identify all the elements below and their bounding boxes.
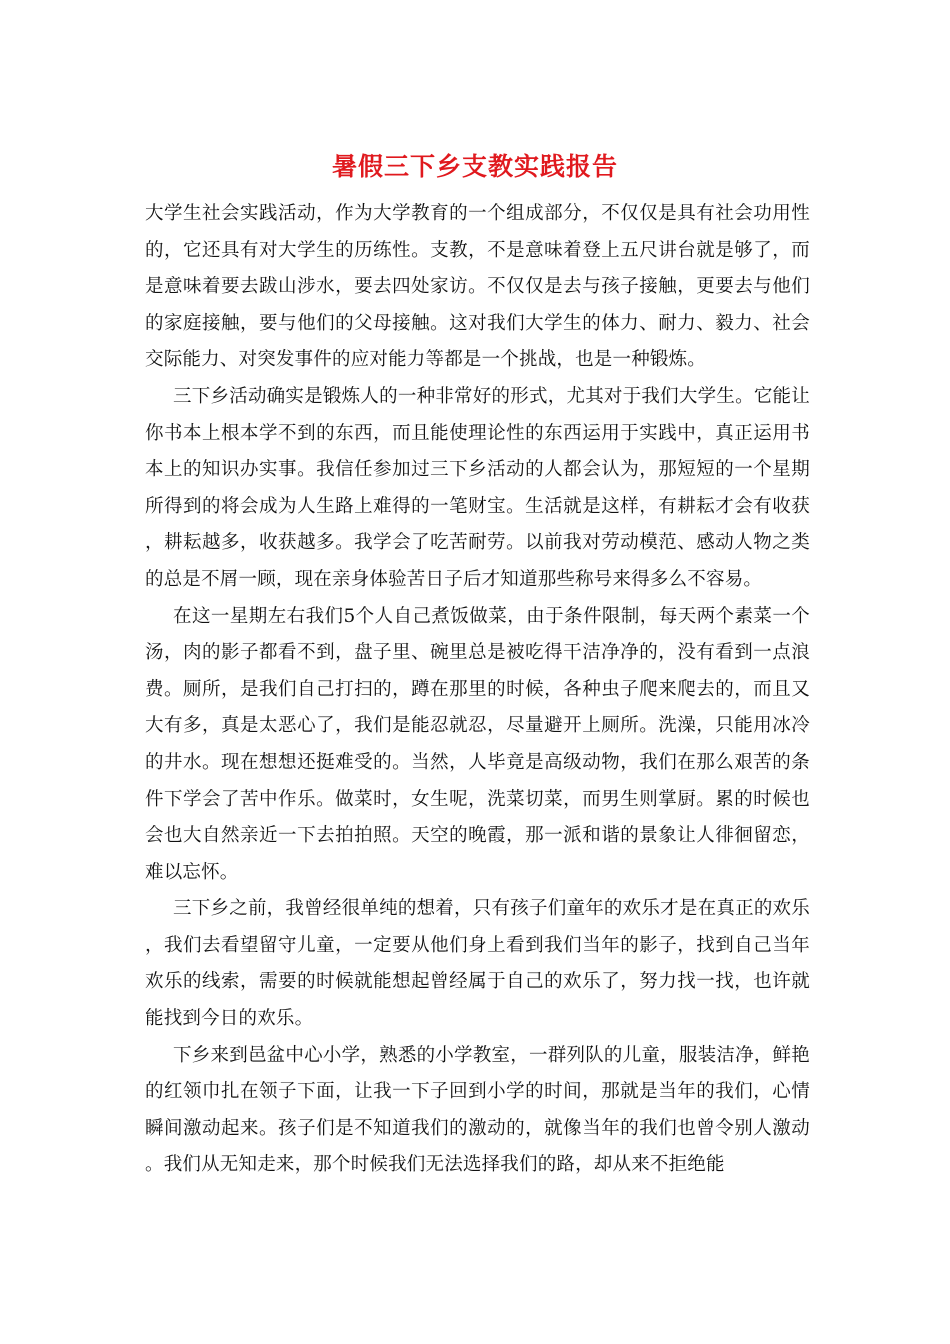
document-body [145,196,810,1184]
paragraph-2: 三下乡活动确实是锻炼人的一种非常好的形式，尤其对于我们大学生。它能让你书本上根本学不到的东西，而且能使理论性的东西运用于实践中，真正运用书本上的知识办实事。我信任参加过三下乡活动的人都会认为，那短短的一个星期所得到的将会成为人生路上难得的一笔财宝。生活就是这样，有耕耘才会有收获，耕耘越多，收获越多。我学会了吃苦耐劳。以前我对劳动模范、感动人物之类的总是不屑一顾，现在亲身体验苦日子后才知道那些称号来得多么不容易。 [145,385,810,590]
document-title: 暑假三下乡支教实践报告 [331,152,618,181]
paragraph-3: 在这一星期左右我们5个人自己煮饭做菜，由于条件限制，每天两个素菜一个汤，肉的影子都看不到，盘子里、碗里总是被吃得干洁净净的，没有看到一点浪费。厕所，是我们自己打扫的，蹲在那里的时候，各种虫子爬来爬去的，而且又大有多，真是太恶心了，我们是能忍就忍，尽量避开上厕所。洗澡，只能用冰冷的井水。现在想想还挺难受的。当然，人毕竟是高级动物，我们在那么艰苦的条件下学会了苦中作乐。做菜时，女生呢，洗菜切菜，而男生则掌厨。累的时候也会也大自然亲近一下去拍拍照。天空的晚霞，那一派和谐的景象让人徘徊留恋，难以忘怀。 [145,605,810,883]
paragraph-4: 三下乡之前，我曾经很单纯的想着，只有孩子们童年的欢乐才是在真正的欢乐，我们去看望留守儿童，一定要从他们身上看到我们当年的影子，找到自己当年欢乐的线索，需要的时候就能想起曾经属于自己的欢乐了，努力找一找，也许就能找到今日的欢乐。 [145,898,810,1030]
paragraph-5: 下乡来到邑盆中心小学，熟悉的小学教室，一群列队的儿童，服装洁净，鲜艳的红领巾扎在领子下面，让我一下子回到小学的时间，那就是当年的我们，心情瞬间激动起来。孩子们是不知道我们的激动的，就像当年的我们也曾令别人激动。我们从无知走来，那个时候我们无法选择我们的路，却从来不拒绝能 [145,1044,810,1176]
paragraph-1: 大学生社会实践活动，作为大学教育的一个组成部分，不仅仅是具有社会功用性的，它还具有对大学生的历练性。支教，不是意味着登上五尺讲台就是够了，而是意味着要去跋山涉水，要去四处家访。不仅仅是去与孩子接触，更要去与他们的家庭接触，要与他们的父母接触。这对我们大学生的体力、耐力、毅力、社会交际能力、对突发事件的应对能力等都是一个挑战，也是一种锻炼。 [145,203,810,371]
